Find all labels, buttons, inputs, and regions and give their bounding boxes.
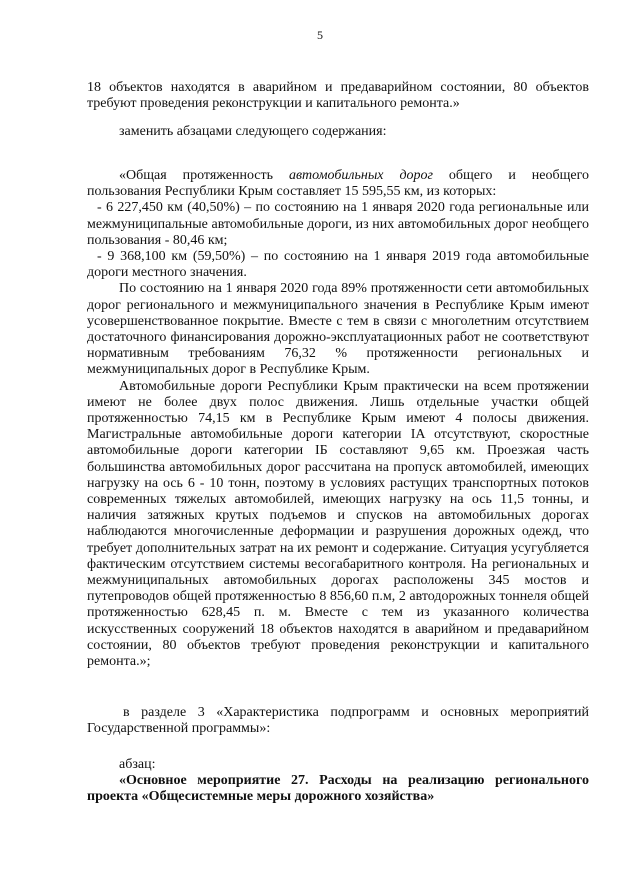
replace-text: заменить абзацами следующего содержания: [119, 124, 387, 139]
quote-paragraph-1 [87, 168, 589, 200]
bold-paragraph: «Основное мероприятие 27. Расходы на реализацию регионального проекта «Общесистемные меры дорожного хозяйства» [87, 773, 589, 805]
section-text: в разделе 3 «Характеристика подпрограмм и основных мероприятий Государственной программы»: [87, 705, 589, 737]
abzac-label: абзац: [119, 757, 156, 772]
quote-paragraph-3: Автомобильные дороги Республики Крым практически на всем протяжении имеют не более двух полос движения. Лишь отдельные участки общей протяженностью 74,15 км в Республике Крым имеют 4 полосы движения. Магистральные автомобильные дороги категории IA отсутствуют, скоростные автомобильные дороги категории IБ составляют 9,65 км. Проезжая часть большинства автомобильных дорог рассчитана на пропуск автомобилей, имеющих нагрузку на ось 6 - 10 тонн, поэтому в условиях растущих транспортных потоков современных тяжелых автомобилей, имеющих нагрузку на ось 11,5 тонны, и наличия затяжных крутых подъемов и спусков на автомобильных дорогах наблюдаются многочисленные деформации и разрушения дорожных одежд, что требует дополнительных затрат на их ремонт и содержание. Ситуация усугубляется фактическим отсутствием системы весогабаритного контроля. На региональных и межмуниципальных автомобильных дорогах расположены 345 мостов и путепроводов общей протяженностью 8 856,60 п.м, 2 автодорожных тоннеля общей протяженностью 628,45 п. м. Вместе с тем из указанного количества искусственных сооружений 18 объектов находятся в аварийном и предаварийном состоянии, 80 объектов требуют проведения реконструкции и капитального ремонта.»; [87, 378, 589, 670]
replace-instruction [87, 124, 589, 140]
quote-p1-end: общего и необщего пользования Республики Крым составляет 15 595,55 км, из которых: [87, 168, 589, 200]
list-item-1: - 6 227,450 км (40,50%) – по состоянию на 1 января 2020 года региональные или межмуниципальные автомобильные дороги, из них автомобильных дорог необщего пользования - 80,46 км; [87, 200, 589, 248]
list-item-2: - 9 368,100 км (59,50%) – по состоянию на 1 января 2019 года автомобильные дороги местного значения. [87, 249, 589, 281]
continuation-paragraph [87, 80, 589, 112]
quote-paragraph-2: По состоянию на 1 января 2020 года 89% протяженности сети автомобильных дорог регионального и межмуниципального значения в Республике Крым имеют усовершенствованное покрытие. Вместе с тем в связи с многолетним отсутствием достаточного финансирования дорожно-эксплуатационных работ не соответствуют нормативным требованиям 76,32 % протяженности региональных и межмуниципальных дорог в Республике Крым. [87, 281, 589, 378]
page-number: 5 [317, 28, 323, 42]
abzac-block [87, 757, 589, 806]
quote-p1-italic: автомобильных дорог [288, 168, 433, 183]
quoted-text-block [87, 168, 589, 670]
continuation-text: 18 объектов находятся в аварийном и предаварийном состоянии, 80 объектов требуют проведения реконструкции и капитального ремонта.» [87, 80, 589, 112]
section-instruction [87, 705, 589, 737]
quote-p1-start: «Общая протяженность [119, 168, 289, 183]
